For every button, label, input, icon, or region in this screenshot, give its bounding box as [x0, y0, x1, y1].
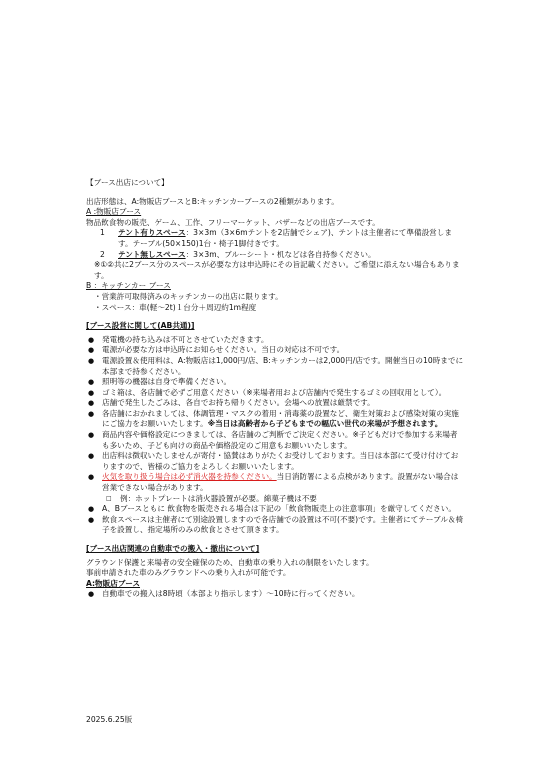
bullet-icon: ● — [88, 473, 95, 482]
intro-text: 出店形態は、A:物販店ブースとB:キッチンカーブースの2種類があります。 — [86, 196, 339, 206]
bullet-icon: ● — [88, 452, 95, 461]
list-item: ● 商品内容や価格設定につきましては、各店舗のご判断でご決定ください。※子どもだけで参加する来場者も多いため、子ども向けの商品や価格設定のご用意もお願いいたします。 — [88, 430, 458, 450]
section-3-line: 事前申請された車のみグラウンドへの乗り入れが可能です。 — [86, 568, 291, 578]
item-text: ：3×3m、ブルーシート・机などは各自持参ください。 — [185, 249, 376, 259]
bullet-icon: ● — [88, 388, 95, 397]
version-label: 2025.6.25版 — [86, 715, 133, 724]
bullet-icon: ● — [88, 399, 95, 408]
a-item-2 — [86, 250, 466, 261]
item-label: テント無しスペース — [118, 249, 186, 259]
section-2-heading: [ブース設営に関して(AB共通)] — [86, 321, 195, 331]
page-title: 【ブース出店について】 — [86, 178, 169, 187]
bullet-icon: ● — [88, 515, 95, 524]
list-item: ● 火気を取り扱う場合は必ず消火器を持参ください。当日消防署による点検があります。設置がない場合は営業できない場合があります。 — [88, 472, 459, 493]
item-number: 2 — [100, 249, 105, 259]
bullet-icon: ● — [88, 356, 95, 365]
section-3-subheading: A:物販店ブース — [86, 578, 141, 588]
section-a-heading: A :物販店ブース — [86, 207, 142, 217]
section-b-line: ・スペース：車(軽～2t)１台分＋周辺約1m程度 — [94, 302, 257, 312]
item-label: テント有りスペース — [118, 228, 186, 238]
list-item: ● 電源が必要な方は申込時にお知らせください。当日の対応は不可です。 — [88, 345, 345, 355]
list-item: ● 電源設置＆使用料は、A:物販店は1,000円/店、B:キッチンカーは2,000円/店です。開催当日の10時までに本部まで持参ください。 — [88, 355, 464, 376]
square-bullet-icon: □ — [106, 494, 112, 502]
bullet-icon: ● — [88, 335, 95, 344]
fire-warning: 火気を取り扱う場合は必ず消火器を持参ください。 — [102, 472, 277, 482]
list-item: ● ゴミ箱は、各店舗で必ずご用意ください（※来場者用および店舗内で発生するゴミの回収用として）。 — [88, 387, 447, 397]
section-a-note: ※①②共に2ブース分のスペースが必要な方は申込時にその旨記載ください。ご希望に添えない場合もあります。 — [94, 260, 460, 280]
list-item: ● 各店舗におかれましては、体調管理・マスクの着用・消毒薬の設置など、衛生対策および感染対策の実施にご協力をお願いいたします。※当日は高齢者から子どもまでの幅広い世代の来場が予想されます。 — [88, 408, 459, 429]
bullet-icon: ● — [88, 409, 95, 418]
bullet-icon: ● — [88, 505, 95, 514]
list-item: ● 飲食スペースは主催者にて別途設置しますので各店舗での設置は不可(不要)です。主催者にてテーブル＆椅子を設置し、指定場所のみの飲食とさせて頂きます。 — [88, 514, 464, 535]
section-3-line: グラウンド保護と来場者の安全確保のため、自動車の乗り入れの制限をいたします。 — [86, 557, 374, 567]
bold-notice: ※当日は高齢者から子どもまでの幅広い世代の来場が予想されます。 — [207, 419, 443, 429]
bullet-icon: ● — [88, 378, 95, 387]
list-item: ● 店舗で発生したごみは、各自でお持ち帰りください。会場への放置は厳禁です。 — [88, 398, 375, 408]
item-text: ：3×3m（3×6mテントを2店舗でシェア)、テントは主催者にて準備設営します。テーブル(50×150)1台・椅子1脚付きです。 — [118, 228, 452, 248]
section-a-description: 物品飲食物の販売、ゲーム、工作、フリーマーケット、バザーなどの出店ブースです。 — [86, 217, 380, 227]
document-body — [86, 178, 466, 600]
a-item-1 — [86, 228, 466, 249]
item-number: 1 — [100, 228, 105, 238]
list-item: ● A、Bブースともに 飲食物を販売される場合は下記の「飲食物販売上の注意事項」を厳守してください。 — [88, 504, 456, 514]
section-b-heading: B ：キッチンカー ブース — [86, 281, 171, 291]
bullet-icon: ● — [88, 590, 95, 599]
list-item: ● 自動車での搬入は8時頃（本部より指示します）～10時に行ってください。 — [88, 589, 360, 599]
list-item: ● 照明等の機器は自身で準備ください。 — [88, 377, 232, 387]
bullet-icon: ● — [88, 431, 95, 440]
list-item: ● 出店料は徴収いたしませんが寄付・協賛はありがたくお受けしております。当日は本部にて受け付けておりますので、皆様のご協力をよろしくお願いいたします。 — [88, 451, 459, 471]
section-3-heading: [ブース出店関連の自動車での搬入・撤出について] — [86, 544, 260, 553]
sub-list-item: □ 例：ホットプレートは消火器設置が必要。綿菓子機は不要 — [106, 493, 317, 503]
section-b-line: ・営業許可取得済みのキッチンカーの出店に限ります。 — [94, 291, 283, 301]
list-item: ● 発電機の持ち込みは不可とさせていただきます。 — [88, 334, 269, 344]
bullet-icon: ● — [88, 346, 95, 355]
